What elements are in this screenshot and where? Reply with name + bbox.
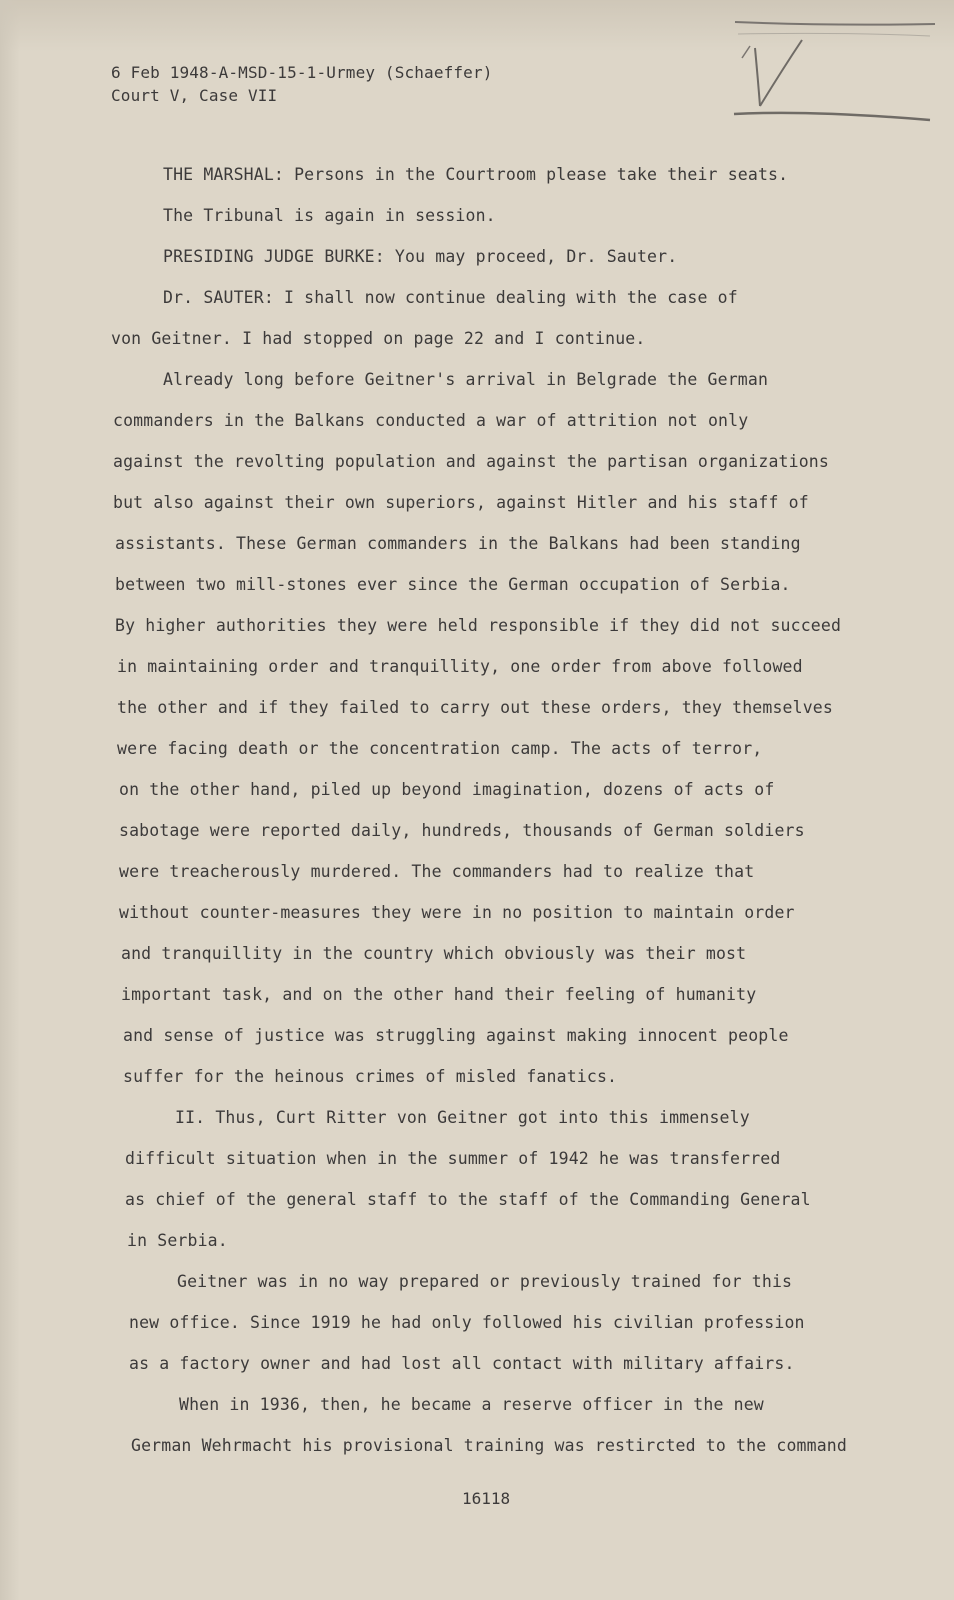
transcript-line: were treacherously murdered. The commanders had to realize that xyxy=(119,862,755,881)
transcript-line: Dr. SAUTER: I shall now continue dealing with the case of xyxy=(163,288,738,307)
transcript-line: von Geitner. I had stopped on page 22 and I continue. xyxy=(111,329,646,348)
transcript-line: and tranquillity in the country which obviously was their most xyxy=(121,944,747,963)
transcript-line: Geitner was in no way prepared or previously trained for this xyxy=(177,1272,793,1291)
header-court-line: Court V, Case VII xyxy=(111,86,278,105)
transcript-line: sabotage were reported daily, hundreds, thousands of German soldiers xyxy=(119,821,805,840)
transcript-line: without counter-measures they were in no position to maintain order xyxy=(119,903,795,922)
transcript-line: as chief of the general staff to the staff of the Commanding General xyxy=(125,1190,811,1209)
transcript-line: between two mill-stones ever since the German occupation of Serbia. xyxy=(115,575,791,594)
transcript-line: new office. Since 1919 he had only followed his civilian profession xyxy=(129,1313,805,1332)
transcript-line: suffer for the heinous crimes of misled fanatics. xyxy=(123,1067,618,1086)
transcript-line: on the other hand, piled up beyond imagination, dozens of acts of xyxy=(119,780,775,799)
page-left-shadow xyxy=(0,0,20,1600)
transcript-line: assistants. These German commanders in the Balkans had been standing xyxy=(115,534,801,553)
transcript-line: were facing death or the concentration camp. The acts of terror, xyxy=(117,739,763,758)
transcript-line: By higher authorities they were held responsible if they did not succeed xyxy=(115,616,842,635)
transcript-line: commanders in the Balkans conducted a war of attrition not only xyxy=(113,411,749,430)
transcript-line: PRESIDING JUDGE BURKE: You may proceed, Dr. Sauter. xyxy=(163,247,678,266)
transcript-line: the other and if they failed to carry out these orders, they themselves xyxy=(117,698,833,717)
transcript-line: in maintaining order and tranquillity, one order from above followed xyxy=(117,657,803,676)
pencil-check-mark xyxy=(730,10,940,130)
transcript-line: but also against their own superiors, against Hitler and his staff of xyxy=(113,493,809,512)
transcript-line: II. Thus, Curt Ritter von Geitner got into this immensely xyxy=(175,1108,750,1127)
transcript-line: difficult situation when in the summer of 1942 he was transferred xyxy=(125,1149,781,1168)
transcript-line: as a factory owner and had lost all contact with military affairs. xyxy=(129,1354,795,1373)
transcript-line: The Tribunal is again in session. xyxy=(163,206,496,225)
transcript-line: German Wehrmacht his provisional training was restircted to the command xyxy=(131,1436,847,1455)
header-reference-line: 6 Feb 1948-A-MSD-15-1-Urmey (Schaeffer) xyxy=(111,63,493,82)
transcript-line: Already long before Geitner's arrival in Belgrade the German xyxy=(163,370,769,389)
transcript-line: and sense of justice was struggling against making innocent people xyxy=(123,1026,789,1045)
transcript-line: important task, and on the other hand their feeling of humanity xyxy=(121,985,757,1004)
transcript-line: against the revolting population and against the partisan organizations xyxy=(113,452,829,471)
transcript-line: THE MARSHAL: Persons in the Courtroom please take their seats. xyxy=(163,165,789,184)
page-number: 16118 xyxy=(462,1489,511,1508)
transcript-line: When in 1936, then, he became a reserve officer in the new xyxy=(179,1395,764,1414)
transcript-line: in Serbia. xyxy=(127,1231,228,1250)
